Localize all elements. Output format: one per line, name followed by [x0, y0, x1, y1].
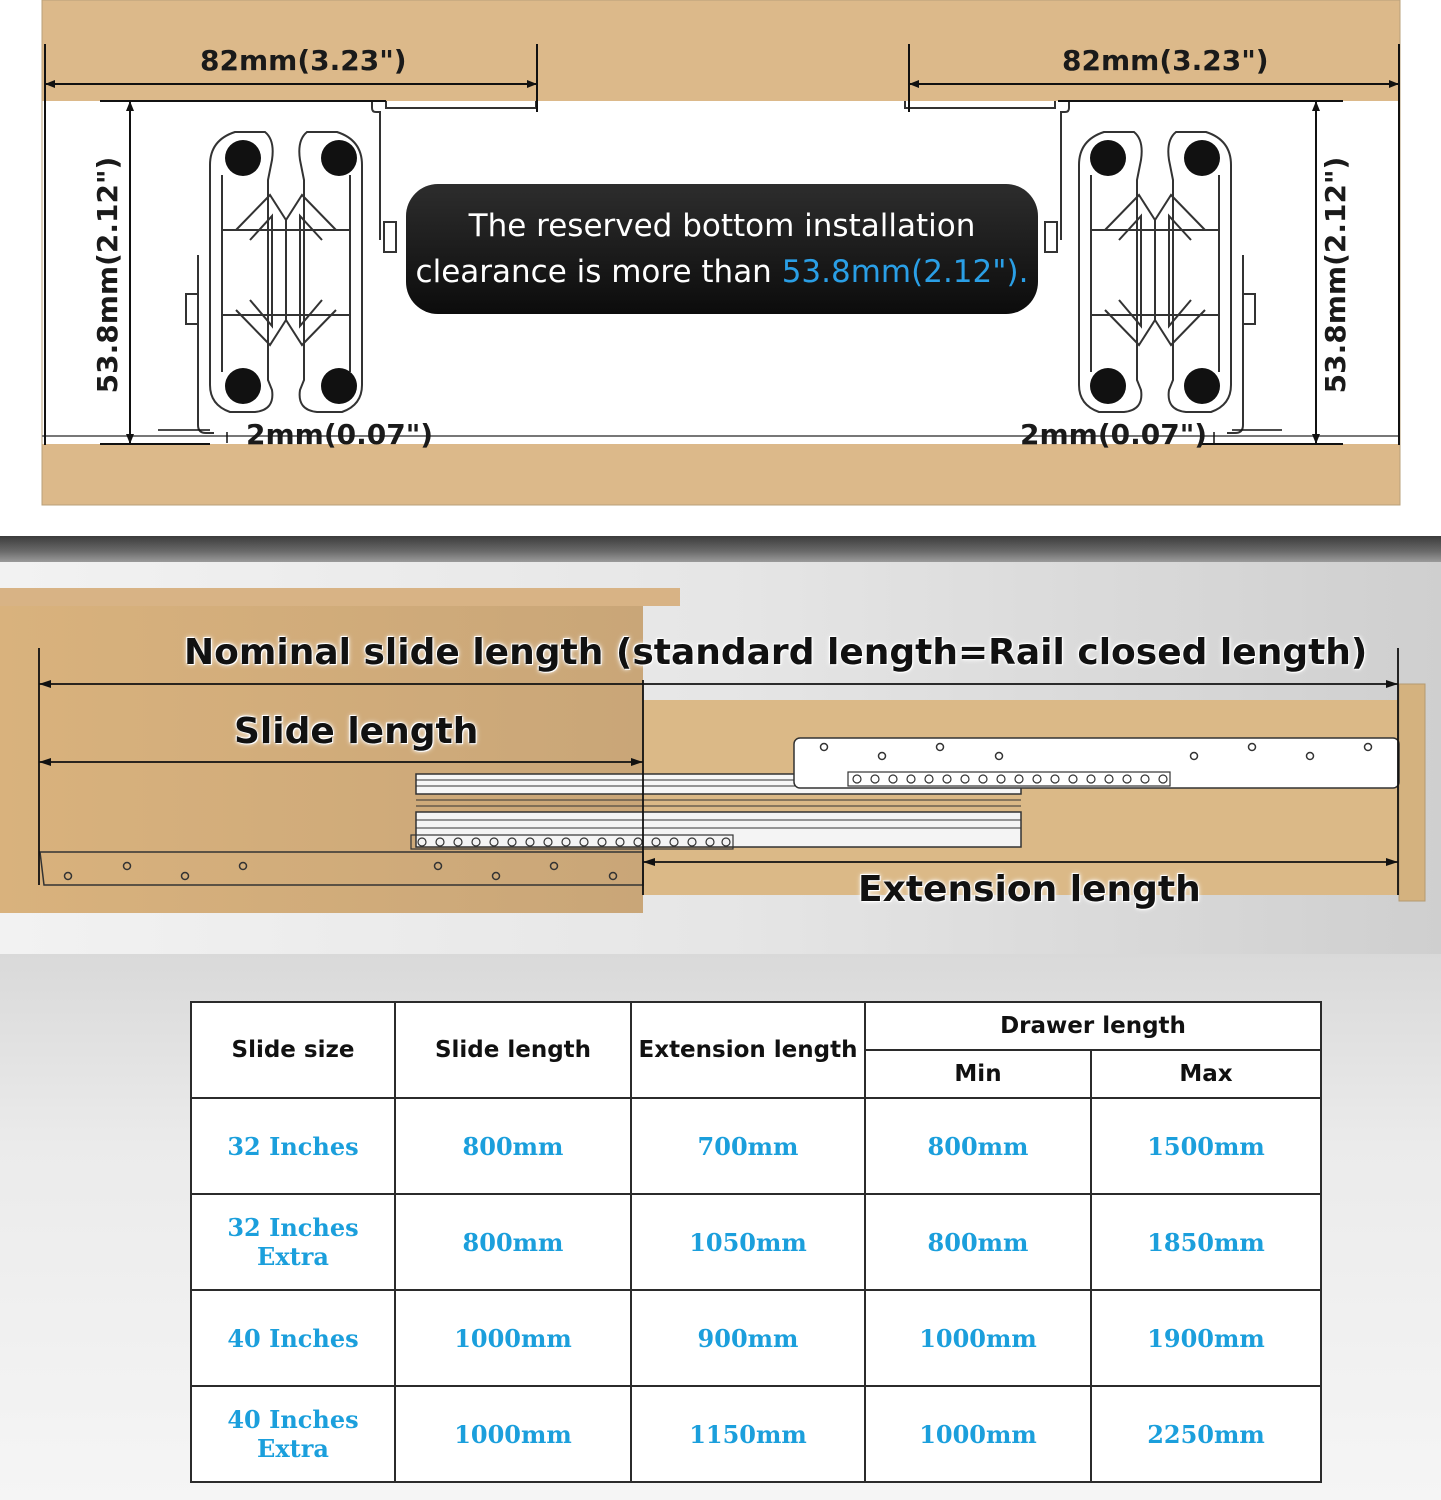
cell-max: 2250mm: [1091, 1386, 1321, 1482]
cell-min: 800mm: [865, 1098, 1091, 1194]
width-label-left: 82mm(3.23"): [200, 44, 407, 77]
cabinet-top-edge: [0, 588, 680, 606]
length-diagram: [0, 536, 1441, 954]
cell-slide-length: 1000mm: [395, 1386, 631, 1482]
gap-label-left: 2mm(0.07"): [246, 418, 434, 451]
height-label-left: 53.8mm(2.12"): [91, 156, 124, 394]
cell-slide-length: 800mm: [395, 1098, 631, 1194]
header-max: Max: [1091, 1050, 1321, 1098]
extension-length-label: Extension length: [858, 869, 1201, 910]
drawer-front: [1399, 684, 1425, 901]
gap-label-right: 2mm(0.07"): [1020, 418, 1208, 451]
callout-line-2: [406, 249, 1038, 295]
cell-min: 800mm: [865, 1194, 1091, 1290]
cell-max: 1500mm: [1091, 1098, 1321, 1194]
callout-line-2-text: clearance is more than: [415, 254, 782, 290]
cell-min: 1000mm: [865, 1386, 1091, 1482]
cell-size: 40 Inches Extra: [191, 1386, 395, 1482]
header-drawer-length: Drawer length: [865, 1002, 1321, 1050]
callout-highlight-value: 53.8mm(2.12").: [781, 254, 1029, 290]
table-header-row: [191, 1002, 1321, 1050]
cell-size: 32 Inches: [191, 1098, 395, 1194]
cell-max: 1850mm: [1091, 1194, 1321, 1290]
header-slide-size: Slide size: [191, 1002, 395, 1098]
nominal-length-label: Nominal slide length (standard length=Rail closed length): [184, 632, 1368, 673]
cell-slide-length: 800mm: [395, 1194, 631, 1290]
table-row: [191, 1098, 1321, 1194]
cell-extension-length: 900mm: [631, 1290, 865, 1386]
header-extension-length: Extension length: [631, 1002, 865, 1098]
table-row: [191, 1194, 1321, 1290]
inner-rail: [794, 738, 1399, 788]
drawer-side: [643, 700, 1399, 895]
cell-slide-length: 1000mm: [395, 1290, 631, 1386]
clearance-diagram: [0, 0, 1441, 520]
slide-length-label: Slide length: [234, 711, 479, 752]
left-slide-balls: [225, 140, 357, 404]
table-row: [191, 1386, 1321, 1482]
table-row: [191, 1290, 1321, 1386]
bottom-wood-panel: [42, 444, 1400, 505]
cell-size: 32 Inches Extra: [191, 1194, 395, 1290]
cell-extension-length: 700mm: [631, 1098, 865, 1194]
callout-line-1: The reserved bottom installation: [468, 208, 976, 244]
spec-table: [190, 1001, 1322, 1483]
height-label-right: 53.8mm(2.12"): [1319, 156, 1352, 394]
clearance-callout: [406, 184, 1038, 314]
length-drawing: [0, 536, 1441, 954]
width-label-right: 82mm(3.23"): [1062, 44, 1269, 77]
cell-extension-length: 1150mm: [631, 1386, 865, 1482]
cell-max: 1900mm: [1091, 1290, 1321, 1386]
header-slide-length: Slide length: [395, 1002, 631, 1098]
cell-extension-length: 1050mm: [631, 1194, 865, 1290]
cell-min: 1000mm: [865, 1290, 1091, 1386]
cell-size: 40 Inches: [191, 1290, 395, 1386]
header-min: Min: [865, 1050, 1091, 1098]
